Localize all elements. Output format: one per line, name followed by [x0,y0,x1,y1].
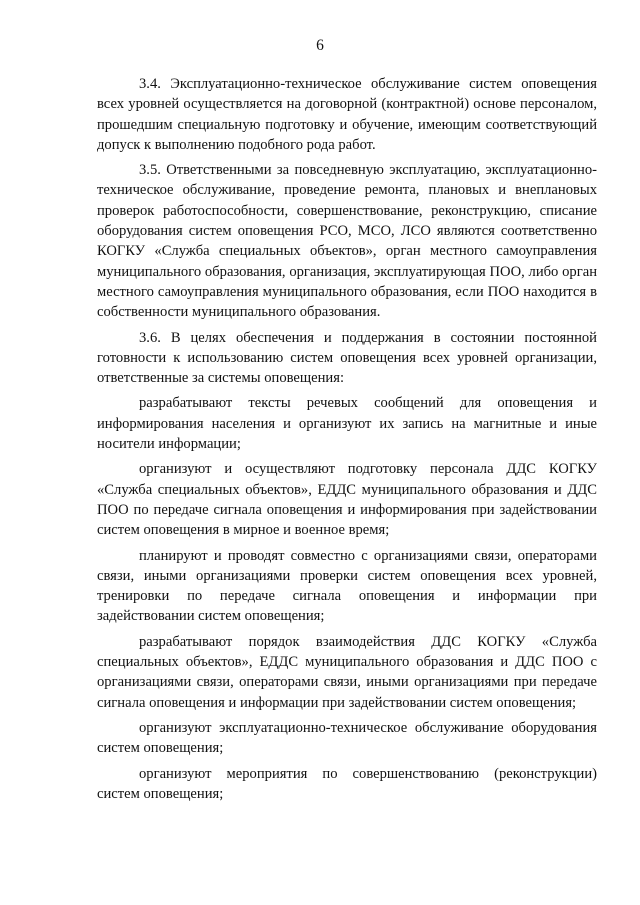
list-item-system-checks: планируют и проводят совместно с организациями связи, операторами связи, иными организациями проверки систем оповещения всех уровней, тренировки по передаче сигнала оповещения и информации при задействовании систем оповещения; [97,547,597,625]
list-item-modernization: организуют мероприятия по совершенствованию (реконструкции) систем оповещения; [97,765,597,802]
document-body [97,74,597,809]
list-item-interaction-procedure: разрабатывают порядок взаимодействия ДДС КОГКУ «Служба специальных объектов», ЕДДС муниципального образования и ДДС ПОО с организациями связи, операторами связи, иными организациями при передаче сигнала оповещения и информации при задействовании систем оповещения; [97,633,597,711]
list-item-staff-training: организуют и осуществляют подготовку персонала ДДС КОГКУ «Служба специальных объектов», ЕДДС муниципального образования и ДДС ПОО по передаче сигнала оповещения и информирования при задействовании систем оповещения в мирное и военное время; [97,461,597,539]
list-item-speech-messages: разрабатывают тексты речевых сообщений для оповещения и информирования населения и организуют их запись на магнитные и иные носители информации; [97,395,597,453]
paragraph-3-6: 3.6. В целях обеспечения и поддержания в состоянии постоянной готовности к использованию систем оповещения всех уровней организации, ответственные за системы оповещения: [97,329,597,387]
list-item-maintenance: организуют эксплуатационно-техническое обслуживание оборудования систем оповещения; [97,719,597,757]
paragraph-3-4: 3.4. Эксплуатационно-техническое обслуживание систем оповещения всех уровней осуществляется на договорной (контрактной) основе персоналом, прошедшим специальную подготовку и обучение, имеющим соответствующий допуск к выполнению подобного рода работ. [97,76,597,153]
page-number: 6 [316,37,324,54]
paragraph-3-5: 3.5. Ответственными за повседневную эксплуатацию, эксплуатационно-техническое обслуживание, проведение ремонта, плановых и внеплановых проверок работоспособности, совершенствование, реконструкцию, списание оборудования систем оповещения РСО, МСО, ЛСО являются соответственно КОГКУ «Служба специальных объектов», орган местного самоуправления муниципального образования, организация, эксплуатирующая ПОО, либо орган местного самоуправления муниципального образования, если ПОО находится в собственности муниципального образования. [97,162,597,321]
